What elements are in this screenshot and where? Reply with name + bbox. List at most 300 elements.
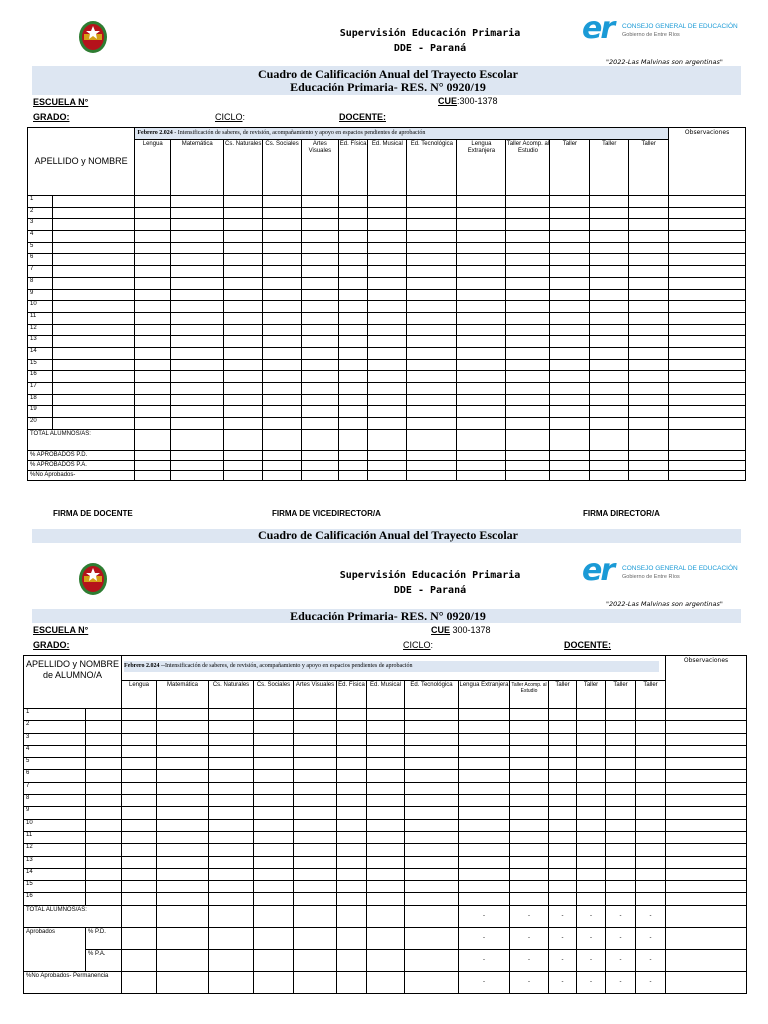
grade-cell[interactable] bbox=[209, 782, 254, 794]
grade-cell[interactable] bbox=[407, 394, 457, 406]
grade-cell[interactable] bbox=[405, 831, 459, 843]
total-cell[interactable] bbox=[337, 905, 367, 927]
grade-cell[interactable] bbox=[337, 733, 367, 745]
grade-cell[interactable] bbox=[263, 371, 302, 383]
grade-cell[interactable] bbox=[457, 231, 506, 243]
total-cell[interactable] bbox=[510, 949, 549, 971]
grade-cell[interactable] bbox=[510, 844, 549, 856]
grade-cell[interactable] bbox=[338, 219, 368, 231]
grade-cell[interactable] bbox=[629, 196, 669, 208]
grade-cell[interactable] bbox=[590, 324, 629, 336]
grade-cell[interactable] bbox=[636, 881, 666, 893]
grade-cell[interactable] bbox=[337, 856, 367, 868]
grade-cell[interactable] bbox=[367, 831, 405, 843]
grade-cell[interactable] bbox=[666, 893, 747, 905]
grade-cell[interactable] bbox=[209, 807, 254, 819]
grade-cell[interactable] bbox=[407, 301, 457, 313]
grade-cell[interactable] bbox=[122, 856, 157, 868]
total-cell[interactable] bbox=[224, 429, 263, 450]
grade-cell[interactable] bbox=[590, 254, 629, 266]
grade-cell[interactable] bbox=[171, 394, 224, 406]
grade-cell[interactable] bbox=[338, 406, 368, 418]
grade-cell[interactable] bbox=[405, 782, 459, 794]
grade-cell[interactable] bbox=[135, 266, 171, 278]
grade-cell[interactable] bbox=[337, 868, 367, 880]
grade-cell[interactable] bbox=[457, 196, 506, 208]
grade-cell[interactable] bbox=[669, 359, 746, 371]
total-cell[interactable] bbox=[606, 905, 636, 927]
grade-cell[interactable] bbox=[459, 868, 510, 880]
grade-cell[interactable] bbox=[224, 277, 263, 289]
grade-cell[interactable] bbox=[407, 336, 457, 348]
grade-cell[interactable] bbox=[629, 324, 669, 336]
grade-cell[interactable] bbox=[550, 347, 590, 359]
grade-cell[interactable] bbox=[52, 219, 135, 231]
grade-cell[interactable] bbox=[368, 207, 407, 219]
grade-cell[interactable] bbox=[549, 709, 577, 721]
grade-cell[interactable] bbox=[405, 819, 459, 831]
grade-cell[interactable] bbox=[263, 254, 302, 266]
total-cell[interactable] bbox=[157, 971, 209, 993]
grade-cell[interactable] bbox=[157, 807, 209, 819]
total-cell[interactable] bbox=[550, 460, 590, 470]
grade-cell[interactable] bbox=[171, 242, 224, 254]
grade-cell[interactable] bbox=[606, 831, 636, 843]
grade-cell[interactable] bbox=[135, 418, 171, 430]
grade-cell[interactable] bbox=[407, 196, 457, 208]
grade-cell[interactable] bbox=[171, 207, 224, 219]
grade-cell[interactable] bbox=[669, 336, 746, 348]
total-cell[interactable] bbox=[459, 949, 510, 971]
grade-cell[interactable] bbox=[337, 782, 367, 794]
grade-cell[interactable] bbox=[338, 266, 368, 278]
grade-cell[interactable] bbox=[405, 856, 459, 868]
grade-cell[interactable] bbox=[338, 359, 368, 371]
grade-cell[interactable] bbox=[171, 359, 224, 371]
grade-cell[interactable] bbox=[254, 795, 294, 807]
grade-cell[interactable] bbox=[669, 406, 746, 418]
grade-cell[interactable] bbox=[171, 289, 224, 301]
grade-cell[interactable] bbox=[368, 383, 407, 395]
grade-cell[interactable] bbox=[669, 371, 746, 383]
grade-cell[interactable] bbox=[459, 819, 510, 831]
grade-cell[interactable] bbox=[302, 394, 339, 406]
grade-cell[interactable] bbox=[302, 371, 339, 383]
grade-cell[interactable] bbox=[636, 721, 666, 733]
grade-cell[interactable] bbox=[224, 336, 263, 348]
grade-cell[interactable] bbox=[629, 406, 669, 418]
total-cell[interactable] bbox=[337, 971, 367, 993]
grade-cell[interactable] bbox=[459, 733, 510, 745]
grade-cell[interactable] bbox=[669, 277, 746, 289]
total-cell[interactable] bbox=[224, 460, 263, 470]
total-cell[interactable] bbox=[669, 429, 746, 450]
grade-cell[interactable] bbox=[367, 782, 405, 794]
grade-cell[interactable] bbox=[209, 819, 254, 831]
total-cell[interactable] bbox=[157, 927, 209, 949]
grade-cell[interactable] bbox=[254, 770, 294, 782]
grade-cell[interactable] bbox=[86, 758, 122, 770]
grade-cell[interactable] bbox=[549, 770, 577, 782]
grade-cell[interactable] bbox=[294, 881, 337, 893]
total-cell[interactable] bbox=[367, 949, 405, 971]
grade-cell[interactable] bbox=[254, 782, 294, 794]
grade-cell[interactable] bbox=[457, 336, 506, 348]
grade-cell[interactable] bbox=[337, 758, 367, 770]
grade-cell[interactable] bbox=[368, 289, 407, 301]
total-cell[interactable] bbox=[577, 971, 606, 993]
grade-cell[interactable] bbox=[52, 336, 135, 348]
total-cell[interactable] bbox=[636, 971, 666, 993]
grade-cell[interactable] bbox=[52, 242, 135, 254]
grade-cell[interactable] bbox=[506, 266, 550, 278]
grade-cell[interactable] bbox=[506, 418, 550, 430]
grade-cell[interactable] bbox=[157, 709, 209, 721]
grade-cell[interactable] bbox=[52, 196, 135, 208]
grade-cell[interactable] bbox=[590, 406, 629, 418]
grade-cell[interactable] bbox=[224, 347, 263, 359]
grade-cell[interactable] bbox=[254, 868, 294, 880]
grade-cell[interactable] bbox=[510, 758, 549, 770]
total-cell[interactable] bbox=[224, 470, 263, 480]
grade-cell[interactable] bbox=[457, 207, 506, 219]
grade-cell[interactable] bbox=[510, 807, 549, 819]
total-cell[interactable] bbox=[549, 927, 577, 949]
total-cell[interactable] bbox=[122, 927, 157, 949]
grade-cell[interactable] bbox=[669, 219, 746, 231]
grade-cell[interactable] bbox=[338, 324, 368, 336]
grade-cell[interactable] bbox=[549, 819, 577, 831]
total-cell[interactable] bbox=[549, 905, 577, 927]
grade-cell[interactable] bbox=[122, 770, 157, 782]
grade-cell[interactable] bbox=[302, 207, 339, 219]
grade-cell[interactable] bbox=[302, 347, 339, 359]
grade-cell[interactable] bbox=[550, 289, 590, 301]
grade-cell[interactable] bbox=[86, 770, 122, 782]
total-cell[interactable] bbox=[549, 949, 577, 971]
grade-cell[interactable] bbox=[302, 231, 339, 243]
total-cell[interactable] bbox=[338, 460, 368, 470]
total-cell[interactable] bbox=[666, 927, 747, 949]
grade-cell[interactable] bbox=[135, 254, 171, 266]
total-cell[interactable] bbox=[629, 460, 669, 470]
total-cell[interactable] bbox=[577, 927, 606, 949]
grade-cell[interactable] bbox=[590, 266, 629, 278]
total-cell[interactable] bbox=[338, 429, 368, 450]
grade-cell[interactable] bbox=[294, 733, 337, 745]
grade-cell[interactable] bbox=[590, 336, 629, 348]
total-cell[interactable] bbox=[510, 971, 549, 993]
grade-cell[interactable] bbox=[549, 856, 577, 868]
grade-cell[interactable] bbox=[171, 336, 224, 348]
grade-cell[interactable] bbox=[122, 709, 157, 721]
grade-cell[interactable] bbox=[86, 733, 122, 745]
grade-cell[interactable] bbox=[224, 312, 263, 324]
grade-cell[interactable] bbox=[209, 709, 254, 721]
grade-cell[interactable] bbox=[122, 721, 157, 733]
grade-cell[interactable] bbox=[550, 383, 590, 395]
total-cell[interactable] bbox=[506, 460, 550, 470]
grade-cell[interactable] bbox=[510, 709, 549, 721]
grade-cell[interactable] bbox=[52, 254, 135, 266]
total-cell[interactable] bbox=[606, 927, 636, 949]
grade-cell[interactable] bbox=[209, 844, 254, 856]
total-cell[interactable] bbox=[263, 470, 302, 480]
grade-cell[interactable] bbox=[459, 807, 510, 819]
grade-cell[interactable] bbox=[669, 289, 746, 301]
grade-cell[interactable] bbox=[263, 394, 302, 406]
grade-cell[interactable] bbox=[254, 733, 294, 745]
grade-cell[interactable] bbox=[86, 893, 122, 905]
grade-cell[interactable] bbox=[590, 242, 629, 254]
grade-cell[interactable] bbox=[577, 709, 606, 721]
grade-cell[interactable] bbox=[405, 709, 459, 721]
grade-cell[interactable] bbox=[157, 770, 209, 782]
total-cell[interactable] bbox=[254, 927, 294, 949]
grade-cell[interactable] bbox=[666, 782, 747, 794]
grade-cell[interactable] bbox=[302, 418, 339, 430]
grade-cell[interactable] bbox=[263, 359, 302, 371]
total-cell[interactable] bbox=[294, 971, 337, 993]
grade-cell[interactable] bbox=[510, 733, 549, 745]
grade-cell[interactable] bbox=[606, 881, 636, 893]
grade-cell[interactable] bbox=[636, 709, 666, 721]
grade-cell[interactable] bbox=[338, 207, 368, 219]
grade-cell[interactable] bbox=[459, 844, 510, 856]
grade-cell[interactable] bbox=[606, 782, 636, 794]
grade-cell[interactable] bbox=[407, 406, 457, 418]
grade-cell[interactable] bbox=[171, 312, 224, 324]
grade-cell[interactable] bbox=[171, 324, 224, 336]
grade-cell[interactable] bbox=[457, 347, 506, 359]
grade-cell[interactable] bbox=[135, 242, 171, 254]
grade-cell[interactable] bbox=[52, 289, 135, 301]
grade-cell[interactable] bbox=[157, 721, 209, 733]
total-cell[interactable] bbox=[405, 927, 459, 949]
grade-cell[interactable] bbox=[506, 242, 550, 254]
grade-cell[interactable] bbox=[666, 819, 747, 831]
grade-cell[interactable] bbox=[407, 219, 457, 231]
grade-cell[interactable] bbox=[510, 881, 549, 893]
grade-cell[interactable] bbox=[135, 301, 171, 313]
grade-cell[interactable] bbox=[629, 394, 669, 406]
grade-cell[interactable] bbox=[254, 881, 294, 893]
grade-cell[interactable] bbox=[209, 868, 254, 880]
grade-cell[interactable] bbox=[337, 770, 367, 782]
grade-cell[interactable] bbox=[368, 406, 407, 418]
grade-cell[interactable] bbox=[224, 359, 263, 371]
grade-cell[interactable] bbox=[135, 312, 171, 324]
grade-cell[interactable] bbox=[606, 709, 636, 721]
grade-cell[interactable] bbox=[263, 406, 302, 418]
total-cell[interactable] bbox=[254, 905, 294, 927]
total-cell[interactable] bbox=[606, 971, 636, 993]
total-cell[interactable] bbox=[459, 905, 510, 927]
grade-cell[interactable] bbox=[209, 733, 254, 745]
grade-cell[interactable] bbox=[457, 219, 506, 231]
grade-cell[interactable] bbox=[122, 819, 157, 831]
total-cell[interactable] bbox=[254, 971, 294, 993]
grade-cell[interactable] bbox=[209, 881, 254, 893]
grade-cell[interactable] bbox=[666, 856, 747, 868]
grade-cell[interactable] bbox=[407, 312, 457, 324]
grade-cell[interactable] bbox=[294, 709, 337, 721]
grade-cell[interactable] bbox=[254, 893, 294, 905]
total-cell[interactable] bbox=[457, 429, 506, 450]
grade-cell[interactable] bbox=[157, 831, 209, 843]
grade-cell[interactable] bbox=[629, 277, 669, 289]
grade-cell[interactable] bbox=[367, 807, 405, 819]
grade-cell[interactable] bbox=[157, 819, 209, 831]
grade-cell[interactable] bbox=[606, 856, 636, 868]
grade-cell[interactable] bbox=[86, 819, 122, 831]
grade-cell[interactable] bbox=[86, 782, 122, 794]
grade-cell[interactable] bbox=[405, 758, 459, 770]
grade-cell[interactable] bbox=[254, 844, 294, 856]
grade-cell[interactable] bbox=[294, 868, 337, 880]
total-cell[interactable] bbox=[338, 450, 368, 460]
grade-cell[interactable] bbox=[669, 347, 746, 359]
grade-cell[interactable] bbox=[135, 277, 171, 289]
grade-cell[interactable] bbox=[549, 733, 577, 745]
grade-cell[interactable] bbox=[506, 301, 550, 313]
grade-cell[interactable] bbox=[550, 406, 590, 418]
grade-cell[interactable] bbox=[457, 254, 506, 266]
grade-cell[interactable] bbox=[666, 795, 747, 807]
total-cell[interactable] bbox=[171, 450, 224, 460]
grade-cell[interactable] bbox=[135, 336, 171, 348]
grade-cell[interactable] bbox=[590, 231, 629, 243]
grade-cell[interactable] bbox=[171, 371, 224, 383]
grade-cell[interactable] bbox=[457, 242, 506, 254]
grade-cell[interactable] bbox=[506, 196, 550, 208]
grade-cell[interactable] bbox=[549, 881, 577, 893]
total-cell[interactable] bbox=[669, 450, 746, 460]
grade-cell[interactable] bbox=[254, 721, 294, 733]
grade-cell[interactable] bbox=[302, 242, 339, 254]
grade-cell[interactable] bbox=[263, 289, 302, 301]
grade-cell[interactable] bbox=[636, 893, 666, 905]
grade-cell[interactable] bbox=[157, 868, 209, 880]
grade-cell[interactable] bbox=[405, 733, 459, 745]
grade-cell[interactable] bbox=[294, 782, 337, 794]
grade-cell[interactable] bbox=[337, 819, 367, 831]
grade-cell[interactable] bbox=[636, 856, 666, 868]
grade-cell[interactable] bbox=[171, 266, 224, 278]
grade-cell[interactable] bbox=[407, 289, 457, 301]
grade-cell[interactable] bbox=[629, 266, 669, 278]
total-cell[interactable] bbox=[506, 450, 550, 460]
grade-cell[interactable] bbox=[263, 242, 302, 254]
grade-cell[interactable] bbox=[550, 301, 590, 313]
grade-cell[interactable] bbox=[368, 301, 407, 313]
grade-cell[interactable] bbox=[577, 819, 606, 831]
grade-cell[interactable] bbox=[338, 289, 368, 301]
grade-cell[interactable] bbox=[209, 770, 254, 782]
total-cell[interactable] bbox=[294, 927, 337, 949]
grade-cell[interactable] bbox=[669, 207, 746, 219]
grade-cell[interactable] bbox=[368, 347, 407, 359]
grade-cell[interactable] bbox=[302, 336, 339, 348]
grade-cell[interactable] bbox=[224, 406, 263, 418]
grade-cell[interactable] bbox=[506, 207, 550, 219]
grade-cell[interactable] bbox=[457, 312, 506, 324]
grade-cell[interactable] bbox=[405, 795, 459, 807]
grade-cell[interactable] bbox=[171, 406, 224, 418]
grade-cell[interactable] bbox=[510, 856, 549, 868]
grade-cell[interactable] bbox=[459, 770, 510, 782]
grade-cell[interactable] bbox=[171, 196, 224, 208]
grade-cell[interactable] bbox=[224, 196, 263, 208]
total-cell[interactable] bbox=[209, 971, 254, 993]
grade-cell[interactable] bbox=[666, 831, 747, 843]
grade-cell[interactable] bbox=[157, 844, 209, 856]
grade-cell[interactable] bbox=[86, 856, 122, 868]
grade-cell[interactable] bbox=[550, 324, 590, 336]
grade-cell[interactable] bbox=[629, 219, 669, 231]
grade-cell[interactable] bbox=[629, 254, 669, 266]
total-cell[interactable] bbox=[457, 450, 506, 460]
grade-cell[interactable] bbox=[294, 844, 337, 856]
grade-cell[interactable] bbox=[405, 745, 459, 757]
grade-cell[interactable] bbox=[337, 893, 367, 905]
grade-cell[interactable] bbox=[550, 207, 590, 219]
grade-cell[interactable] bbox=[407, 418, 457, 430]
grade-cell[interactable] bbox=[577, 868, 606, 880]
grade-cell[interactable] bbox=[302, 324, 339, 336]
grade-cell[interactable] bbox=[636, 868, 666, 880]
total-cell[interactable] bbox=[629, 450, 669, 460]
grade-cell[interactable] bbox=[606, 733, 636, 745]
grade-cell[interactable] bbox=[666, 733, 747, 745]
grade-cell[interactable] bbox=[606, 819, 636, 831]
grade-cell[interactable] bbox=[669, 254, 746, 266]
grade-cell[interactable] bbox=[157, 795, 209, 807]
grade-cell[interactable] bbox=[52, 371, 135, 383]
total-cell[interactable] bbox=[135, 450, 171, 460]
grade-cell[interactable] bbox=[636, 831, 666, 843]
total-cell[interactable] bbox=[263, 460, 302, 470]
grade-cell[interactable] bbox=[550, 312, 590, 324]
total-cell[interactable] bbox=[209, 927, 254, 949]
grade-cell[interactable] bbox=[122, 831, 157, 843]
grade-cell[interactable] bbox=[459, 831, 510, 843]
grade-cell[interactable] bbox=[577, 856, 606, 868]
total-cell[interactable] bbox=[209, 949, 254, 971]
total-cell[interactable] bbox=[666, 905, 747, 927]
grade-cell[interactable] bbox=[590, 383, 629, 395]
grade-cell[interactable] bbox=[368, 242, 407, 254]
grade-cell[interactable] bbox=[337, 807, 367, 819]
grade-cell[interactable] bbox=[338, 312, 368, 324]
grade-cell[interactable] bbox=[52, 266, 135, 278]
total-cell[interactable] bbox=[636, 949, 666, 971]
grade-cell[interactable] bbox=[367, 745, 405, 757]
grade-cell[interactable] bbox=[407, 359, 457, 371]
total-cell[interactable] bbox=[294, 949, 337, 971]
grade-cell[interactable] bbox=[459, 721, 510, 733]
grade-cell[interactable] bbox=[86, 795, 122, 807]
grade-cell[interactable] bbox=[550, 266, 590, 278]
grade-cell[interactable] bbox=[506, 406, 550, 418]
total-cell[interactable] bbox=[135, 470, 171, 480]
grade-cell[interactable] bbox=[52, 406, 135, 418]
total-cell[interactable] bbox=[506, 470, 550, 480]
grade-cell[interactable] bbox=[506, 219, 550, 231]
grade-cell[interactable] bbox=[457, 359, 506, 371]
grade-cell[interactable] bbox=[294, 795, 337, 807]
grade-cell[interactable] bbox=[407, 277, 457, 289]
